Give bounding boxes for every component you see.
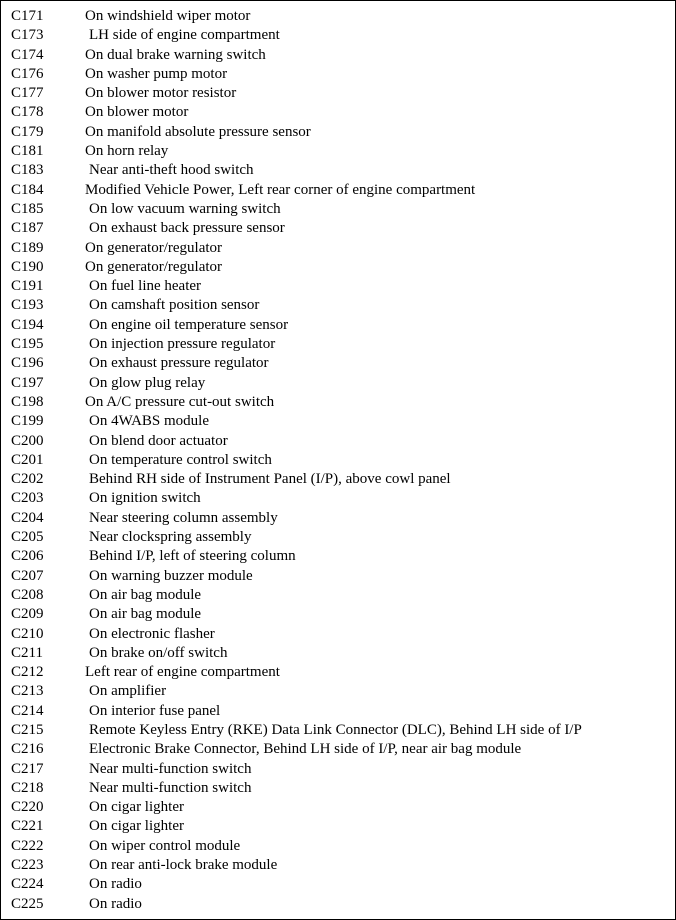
connector-location: On exhaust back pressure sensor <box>89 220 285 237</box>
table-row <box>1 354 675 373</box>
table-row <box>1 528 675 547</box>
table-row <box>1 412 675 431</box>
connector-location: Behind RH side of Instrument Panel (I/P), above cowl panel <box>89 471 451 488</box>
table-row <box>1 798 675 817</box>
connector-location: On manifold absolute pressure sensor <box>85 123 311 140</box>
table-row <box>1 740 675 759</box>
connector-code: C200 <box>11 432 44 449</box>
connector-location: On blower motor <box>85 104 189 121</box>
connector-location: Near anti-theft hood switch <box>89 162 254 179</box>
table-row <box>1 432 675 451</box>
connector-code: C174 <box>11 46 44 63</box>
connector-location: Modified Vehicle Power, Left rear corner of engine compartment <box>85 181 476 198</box>
connector-list <box>1 7 675 914</box>
table-row <box>1 46 675 65</box>
connector-code: C209 <box>11 606 44 623</box>
table-row <box>1 296 675 315</box>
connector-code: C173 <box>11 27 44 44</box>
table-row <box>1 239 675 258</box>
connector-code: C208 <box>11 586 44 603</box>
connector-location: On generator/regulator <box>85 258 223 275</box>
table-row <box>1 644 675 663</box>
connector-code: C171 <box>11 8 44 24</box>
connector-location: On warning buzzer module <box>89 567 253 584</box>
connector-location: Near clockspring assembly <box>89 529 252 546</box>
connector-code: C197 <box>11 374 44 391</box>
connector-location: On dual brake warning switch <box>85 46 266 63</box>
connector-location: On exhaust pressure regulator <box>89 355 269 372</box>
table-row <box>1 142 675 161</box>
table-row <box>1 895 675 914</box>
table-row <box>1 760 675 779</box>
connector-code: C178 <box>11 104 44 121</box>
connector-code: C222 <box>11 837 44 854</box>
connector-location: On horn relay <box>85 143 169 160</box>
table-row <box>1 837 675 856</box>
table-row <box>1 817 675 836</box>
connector-location: On interior fuse panel <box>89 702 221 719</box>
table-row <box>1 682 675 701</box>
table-row <box>1 856 675 875</box>
table-row <box>1 451 675 470</box>
table-row <box>1 567 675 586</box>
table-row <box>1 875 675 894</box>
connector-location: On ignition switch <box>89 490 201 507</box>
table-row <box>1 702 675 721</box>
connector-code: C191 <box>11 278 44 295</box>
table-row <box>1 123 675 142</box>
table-row <box>1 316 675 335</box>
table-row <box>1 219 675 238</box>
connector-code: C181 <box>11 143 44 160</box>
connector-code: C217 <box>11 760 44 777</box>
connector-code: C201 <box>11 451 44 468</box>
connector-code: C205 <box>11 529 44 546</box>
connector-code: C211 <box>11 644 43 661</box>
connector-code: C184 <box>11 181 44 198</box>
connector-code: C224 <box>11 876 44 893</box>
connector-code: C183 <box>11 162 44 179</box>
connector-code: C199 <box>11 413 44 430</box>
connector-code: C220 <box>11 799 44 816</box>
connector-code: C194 <box>11 316 44 333</box>
table-row <box>1 625 675 644</box>
connector-code: C187 <box>11 220 44 237</box>
table-row <box>1 335 675 354</box>
connector-location: On radio <box>89 876 142 893</box>
table-row <box>1 605 675 624</box>
connector-location: On air bag module <box>89 606 202 623</box>
connector-location: Behind I/P, left of steering column <box>89 548 296 565</box>
connector-location: On blend door actuator <box>89 432 228 449</box>
connector-code: C190 <box>11 258 44 275</box>
table-row <box>1 181 675 200</box>
connector-code: C210 <box>11 625 44 642</box>
connector-location: On fuel line heater <box>89 278 202 295</box>
table-row <box>1 489 675 508</box>
table-row <box>1 509 675 528</box>
connector-location: On air bag module <box>89 586 202 603</box>
connector-location: On engine oil temperature sensor <box>89 316 289 333</box>
connector-location: On injection pressure regulator <box>89 336 276 353</box>
table-row <box>1 470 675 489</box>
connector-location: LH side of engine compartment <box>89 27 280 44</box>
connector-code: C196 <box>11 355 44 372</box>
connector-code: C203 <box>11 490 44 507</box>
connector-location: On low vacuum warning switch <box>89 200 281 217</box>
connector-location: Remote Keyless Entry (RKE) Data Link Connector (DLC), Behind LH side of I/P <box>89 721 582 738</box>
connector-location: On amplifier <box>89 683 167 700</box>
connector-code: C185 <box>11 200 44 217</box>
connector-code: C215 <box>11 721 44 738</box>
connector-code: C189 <box>11 239 44 256</box>
table-row <box>1 663 675 682</box>
table-row <box>1 161 675 180</box>
table-row <box>1 84 675 103</box>
connector-code: C214 <box>11 702 44 719</box>
connector-code: C179 <box>11 123 44 140</box>
connector-code: C204 <box>11 509 44 526</box>
connector-code: C225 <box>11 895 44 912</box>
connector-location: On A/C pressure cut-out switch <box>85 393 275 410</box>
connector-location: On glow plug relay <box>89 374 206 391</box>
connector-code: C216 <box>11 741 44 758</box>
table-row <box>1 586 675 605</box>
connector-location: Electronic Brake Connector, Behind LH side of I/P, near air bag module <box>89 741 522 758</box>
connector-location: On camshaft position sensor <box>89 297 260 314</box>
connector-location: Near multi-function switch <box>89 760 252 777</box>
connector-location: On blower motor resistor <box>85 85 237 102</box>
connector-location: On radio <box>89 895 142 912</box>
connector-location: On 4WABS module <box>89 413 209 430</box>
connector-location: On wiper control module <box>89 837 241 854</box>
connector-location: Near multi-function switch <box>89 779 252 796</box>
table-row <box>1 65 675 84</box>
table-row <box>1 103 675 122</box>
connector-code: C207 <box>11 567 44 584</box>
connector-code: C223 <box>11 857 44 874</box>
connector-code: C198 <box>11 393 44 410</box>
connector-location: On generator/regulator <box>85 239 223 256</box>
connector-location: On washer pump motor <box>85 65 228 82</box>
table-row <box>1 258 675 277</box>
connector-code: C195 <box>11 336 44 353</box>
connector-code: C202 <box>11 471 44 488</box>
connector-location: On electronic flasher <box>89 625 215 642</box>
table-row <box>1 277 675 296</box>
table-row <box>1 26 675 45</box>
connector-location: On rear anti-lock brake module <box>89 857 278 874</box>
connector-code: C221 <box>11 818 44 835</box>
connector-code: C218 <box>11 779 44 796</box>
connector-location: On temperature control switch <box>89 451 272 468</box>
table-row <box>1 374 675 393</box>
connector-location: On windshield wiper motor <box>85 8 251 24</box>
connector-code: C193 <box>11 297 44 314</box>
connector-location: On cigar lighter <box>89 799 184 816</box>
connector-code: C177 <box>11 85 44 102</box>
connector-code: C206 <box>11 548 44 565</box>
connector-code: C213 <box>11 683 44 700</box>
connector-code: C212 <box>11 664 44 681</box>
connector-location: Near steering column assembly <box>89 509 278 526</box>
table-row <box>1 779 675 798</box>
connector-code: C176 <box>11 65 44 82</box>
connector-location: On cigar lighter <box>89 818 184 835</box>
connector-location: Left rear of engine compartment <box>85 664 280 681</box>
table-row <box>1 547 675 566</box>
connector-location: On brake on/off switch <box>89 644 228 661</box>
table-row <box>1 7 675 26</box>
table-row <box>1 393 675 412</box>
table-row <box>1 721 675 740</box>
table-row <box>1 200 675 219</box>
